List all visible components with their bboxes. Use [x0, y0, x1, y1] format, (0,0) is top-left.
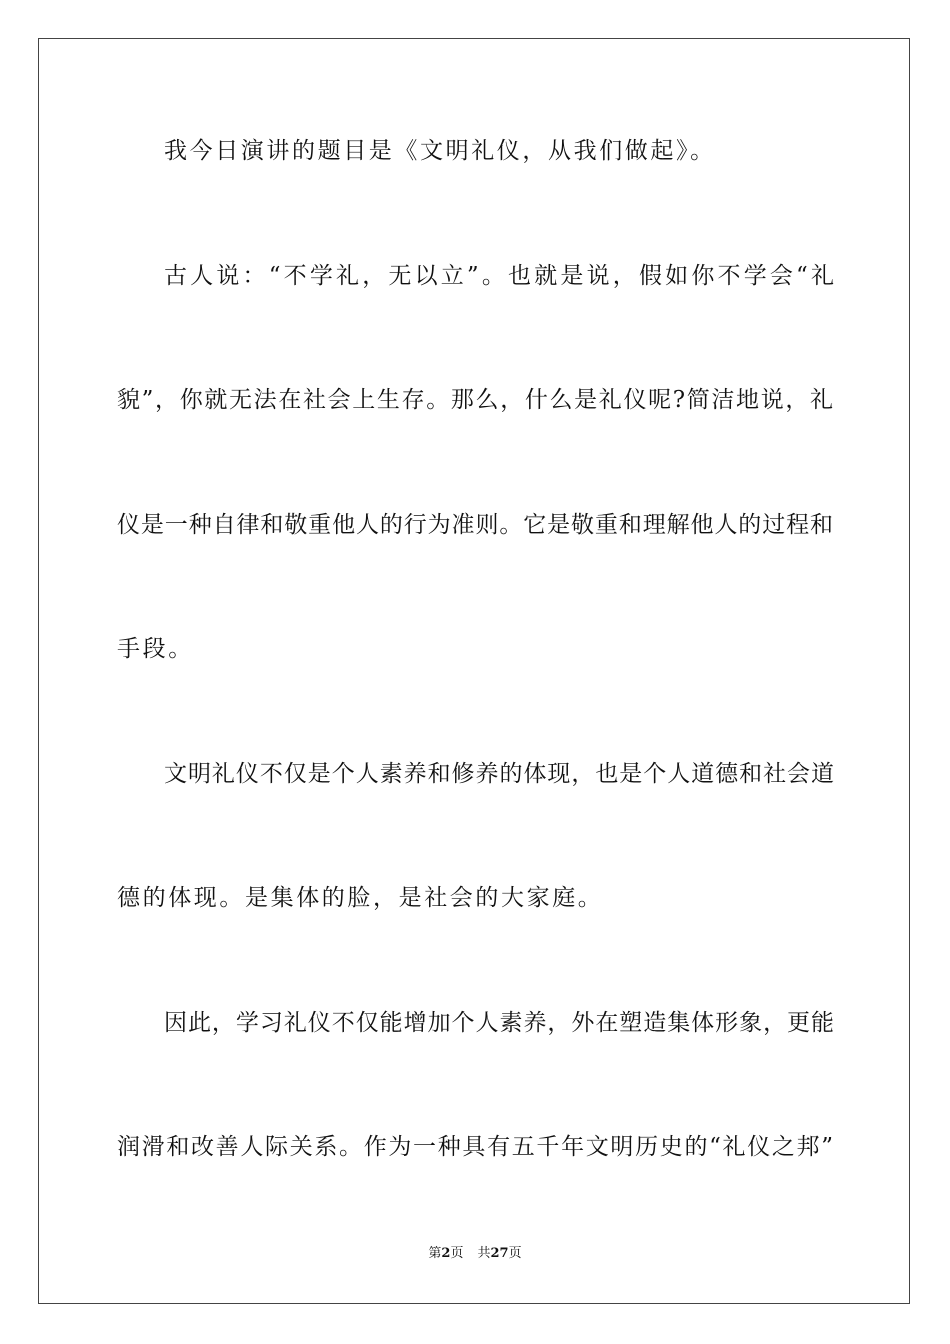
text-line-7: 德的体现。是集体的脸，是社会的大家庭。 [117, 885, 604, 911]
page-unit: 页 [450, 1246, 464, 1261]
current-page-number: 2 [441, 1246, 451, 1261]
text-line-3: 貌”，你就无法在社会上生存。那么，什么是礼仪呢?简洁地说，礼 [117, 387, 833, 413]
text-line-9: 润滑和改善人际关系。作为一种具有五千年文明历史的“礼仪之邦” [117, 1134, 833, 1160]
page-border [38, 38, 910, 1304]
page-footer [0, 1245, 950, 1263]
total-unit: 页 [508, 1246, 522, 1261]
page-prefix: 第 [428, 1246, 442, 1261]
text-line-8: 因此，学习礼仪不仅能增加个人素养，外在塑造集体形象，更能 [164, 1010, 834, 1036]
text-line-4: 仪是一种自律和敬重他人的行为准则。它是敬重和理解他人的过程和 [117, 512, 833, 538]
total-prefix: 共 [477, 1246, 491, 1261]
text-line-5: 手段。 [117, 636, 194, 662]
text-line-1: 我今日演讲的题目是《文明礼仪，从我们做起》。 [164, 138, 716, 164]
text-line-2: 古人说：“不学礼，无以立”。也就是说，假如你不学会“礼 [164, 263, 834, 289]
total-page-count: 27 [490, 1246, 509, 1261]
text-line-6: 文明礼仪不仅是个人素养和修养的体现，也是个人道德和社会道 [164, 761, 834, 787]
